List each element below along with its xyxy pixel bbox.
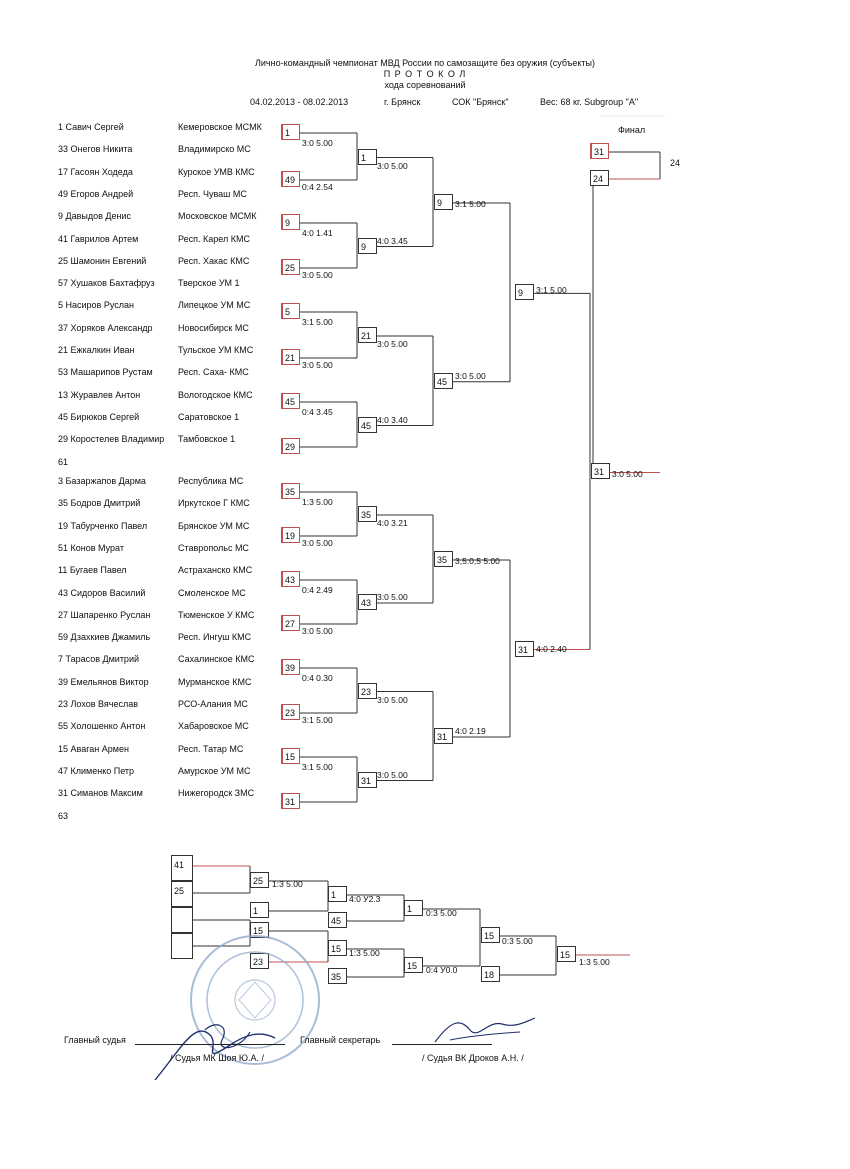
participant-region: Астраханско КМС <box>178 565 253 576</box>
participant-name: 45 Бирюков Сергей <box>58 411 140 422</box>
r3-fighter-box: 45 <box>434 373 453 389</box>
repechage-r3-box: 1 <box>404 900 423 916</box>
participant-name: 61 <box>58 456 69 467</box>
participant-region: Нижегородск ЗМС <box>178 788 255 799</box>
participant-region: Кемеровское МСМК <box>178 122 262 132</box>
participant-name: 59 Дзахкиев Джамиль <box>58 632 151 643</box>
participant-region: Вологодское КМС <box>178 389 253 400</box>
r1-fighter-box: 45 <box>281 393 300 409</box>
r4-result: 4:0 2.40 <box>536 643 567 654</box>
r2-result: 3:0 5.00 <box>377 694 408 705</box>
participant-name: 37 Хоряков Александр <box>58 322 153 333</box>
chief-secretary-label: Главный секретарь <box>300 1035 381 1045</box>
participant-name: 43 Сидоров Василий <box>58 587 146 598</box>
repechage-r1-box: 23 <box>250 953 269 969</box>
repechage-r3-box: 15 <box>404 957 423 973</box>
r1-fighter-box: 49 <box>281 171 300 187</box>
participant-name: 53 Машарипов Рустам <box>58 367 153 378</box>
r2-result: 3:0 5.00 <box>377 769 408 780</box>
r1-fighter-box: 21 <box>281 349 300 365</box>
participant-region: РСО-Алания МС <box>178 699 248 709</box>
participant-name: 41 Гаврилов Артем <box>58 233 139 244</box>
participant-name: 39 Емельянов Виктор <box>58 676 149 687</box>
r3-fighter-box: 31 <box>434 728 453 744</box>
repechage-seed-cell: 25 <box>171 881 193 907</box>
participant-region: Респ. Татар МС <box>178 743 244 754</box>
participant-name: 9 Давыдов Денис <box>58 211 131 222</box>
r2-fighter-box: 35 <box>358 506 377 522</box>
final-fighter-box: 24 <box>590 170 609 186</box>
r3-result: 4:0 2.19 <box>455 726 486 736</box>
final-fighter-box: 31 <box>590 143 609 159</box>
r3-result: 3:1 5.00 <box>455 199 486 209</box>
r1-fighter-box: 35 <box>281 483 300 499</box>
participant-region: Респ. Хакас КМС <box>178 255 250 266</box>
participant-name: 35 Бодров Дмитрий <box>58 498 141 509</box>
r1-fighter-box: 5 <box>281 303 300 319</box>
r1-fighter-box: 15 <box>281 748 300 764</box>
show-through-text: ~~~~~~~~~~~~~~ <box>600 112 666 121</box>
participant-name: 17 Гасоян Ходеда <box>58 166 133 177</box>
r2-result: 4:0 3.40 <box>377 414 408 425</box>
participant-name: 7 Тарасов Дмитрий <box>58 654 139 665</box>
participant-name: 31 Симанов Максим <box>58 788 143 799</box>
chief-judge-name: / Судья МК Шоя Ю.А. / <box>170 1053 264 1063</box>
protocol-heading: П Р О Т О К О Л <box>383 69 467 79</box>
r1-fighter-box: 27 <box>281 615 300 631</box>
participant-region: Республика МС <box>178 476 244 486</box>
repechage-r2-box: 45 <box>328 912 347 928</box>
r2-fighter-box: 9 <box>358 238 377 254</box>
r3-fighter-box: 35 <box>434 551 453 567</box>
weight-category: Вес: 68 кг. Subgroup "A" <box>540 97 639 107</box>
participant-name: 47 Клименко Петр <box>58 765 135 776</box>
participant-region: Саратовское 1 <box>178 411 240 422</box>
participant-region: Мурманское КМС <box>178 676 252 687</box>
r1-result: 3:1 5.00 <box>302 317 333 327</box>
r1-fighter-box: 43 <box>281 571 300 587</box>
participant-region: Тульское УМ КМС <box>178 345 254 355</box>
r1-fighter-box: 9 <box>281 214 300 230</box>
repechage-seed-cell: 41 <box>171 855 193 881</box>
r1-result: 3:1 5.00 <box>302 715 333 725</box>
r1-fighter-box: 39 <box>281 659 300 675</box>
repechage-r1-box: 15 <box>250 922 269 938</box>
r1-fighter-box: 1 <box>281 124 300 140</box>
participant-name: 49 Егоров Андрей <box>58 188 134 199</box>
repechage-r1-box: 1 <box>250 902 269 918</box>
r1-result: 3:0 5.00 <box>302 138 333 148</box>
participant-name: 13 Журавлев Антон <box>58 389 141 400</box>
r1-fighter-box: 29 <box>281 438 300 454</box>
participant-region: Смоленское МС <box>178 587 246 598</box>
participant-name: 1 Савич Сергей <box>58 122 124 132</box>
repechage-r2-box: 15 <box>328 940 347 956</box>
r3-result: 3:0 5.00 <box>455 370 486 381</box>
r3-result: 3,5:0,5 5.00 <box>455 556 500 566</box>
chief-secretary-line <box>392 1034 492 1045</box>
participant-name: 63 <box>58 810 69 821</box>
participant-region: Сахалинское КМС <box>178 654 255 665</box>
r1-result: 0:4 2.54 <box>302 182 333 192</box>
participant-name: 19 Табурченко Павел <box>58 520 148 531</box>
participant-region: Владимирско МС <box>178 144 251 155</box>
repechage-r4-box: 15 <box>481 927 500 943</box>
participant-name: 11 Бугаев Павел <box>58 565 127 576</box>
chief-judge-line <box>135 1034 285 1045</box>
r2-fighter-box: 1 <box>358 149 377 165</box>
r2-result: 3:0 5.00 <box>377 160 408 171</box>
repechage-r5-box: 15 <box>557 946 576 962</box>
participant-name: 23 Лохов Вячеслав <box>58 699 139 709</box>
repechage-r4-result: 0:3 5.00 <box>502 936 533 946</box>
r2-fighter-box: 45 <box>358 417 377 433</box>
r1-fighter-box: 31 <box>281 793 300 809</box>
r1-result: 3:0 5.00 <box>302 270 333 280</box>
participant-name: 27 Шапаренко Руслан <box>58 609 151 620</box>
participant-region: Респ. Ингуш КМС <box>178 632 252 643</box>
r2-result: 3:0 5.00 <box>377 592 408 602</box>
participant-region: Московское МСМК <box>178 211 257 222</box>
event-city: г. Брянск <box>384 97 421 107</box>
participant-region: Тюменское У КМС <box>178 609 255 620</box>
protocol-subtitle: хода соревнований <box>384 80 466 90</box>
r3-fighter-box: 9 <box>434 194 453 210</box>
r1-result: 3:1 5.00 <box>302 762 333 772</box>
event-venue: СОК "Брянск" <box>452 97 509 107</box>
r1-result: 0:4 2.49 <box>302 585 333 595</box>
r2-result: 4:0 3.45 <box>377 235 408 246</box>
repechage-r2-box: 1 <box>328 886 347 902</box>
participant-name: 25 Шамонин Евгений <box>58 255 147 266</box>
r1-result: 4:0 1.41 <box>302 228 333 238</box>
final-winner: 24 <box>670 158 681 168</box>
participant-region: Хабаровское МС <box>178 721 249 732</box>
event-dates: 04.02.2013 - 08.02.2013 <box>250 97 349 107</box>
r4-result: 3:1 5.00 <box>536 285 567 296</box>
chief-judge-label: Главный судья <box>64 1035 126 1045</box>
r1-result: 3:0 5.00 <box>302 360 333 370</box>
r1-result: 3:0 5.00 <box>302 626 333 636</box>
r1-result: 0:4 3.45 <box>302 407 333 417</box>
participant-region: Амурское УМ МС <box>178 765 251 776</box>
r1-fighter-box: 19 <box>281 527 300 543</box>
repechage-r5-result: 1:3 5.00 <box>579 957 610 967</box>
participant-name: 29 Коростелев Владимир <box>58 434 165 445</box>
repechage-r1-result: 1:3 5.00 <box>272 879 303 889</box>
participant-name: 57 Хушаков Бахтафруз <box>58 278 155 289</box>
participant-name: 5 Насиров Руслан <box>58 300 134 311</box>
repechage-r2-box: 35 <box>328 968 347 984</box>
r1-result: 1:3 5.00 <box>302 497 333 507</box>
participant-region: Брянское УМ МС <box>178 520 250 531</box>
r2-result: 3:0 5.00 <box>377 339 408 349</box>
participant-region: Курское УМВ КМС <box>178 166 255 177</box>
participant-region: Респ. Карел КМС <box>178 233 250 244</box>
chief-secretary-name: / Судья ВК Дроков А.Н. / <box>422 1053 524 1063</box>
r1-fighter-box: 23 <box>281 704 300 720</box>
r1-fighter-box: 25 <box>281 259 300 275</box>
participant-region: Ставропольс МС <box>178 542 249 553</box>
repechage-r2-result: 1:3 5.00 <box>349 948 380 958</box>
chief-judge-signature <box>150 1010 280 1080</box>
r4-fighter-box: 31 <box>515 641 534 657</box>
r1-result: 3:0 5.00 <box>302 538 333 548</box>
participant-region: Новосибирск МС <box>178 322 249 333</box>
participant-name: 55 Холошенко Антон <box>58 721 146 732</box>
participant-name: 15 Аваган Армен <box>58 743 129 754</box>
r2-fighter-box: 21 <box>358 327 377 343</box>
r2-fighter-box: 43 <box>358 594 377 610</box>
repechage-r2-result: 4:0 У2.3 <box>349 894 381 904</box>
repechage-r4-box: 18 <box>481 966 500 982</box>
repechage-r3-result: 0:4 У0.0 <box>426 965 458 975</box>
r5-fighter-box: 31 <box>591 463 610 479</box>
participant-name: 51 Конов Мурат <box>58 542 124 553</box>
r2-fighter-box: 23 <box>358 683 377 699</box>
r4-fighter-box: 9 <box>515 284 534 300</box>
participant-region: Иркутское Г КМС <box>178 498 250 509</box>
r2-fighter-box: 31 <box>358 772 377 788</box>
r1-result: 0:4 0.30 <box>302 673 333 683</box>
chief-secretary-signature <box>430 1012 540 1052</box>
r5-result: 3:0 5.00 <box>612 469 643 480</box>
participant-name: 3 Базаржапов Дарма <box>58 476 146 486</box>
participant-name: 21 Ежкалкин Иван <box>58 345 135 355</box>
final-label: Финал <box>618 125 646 135</box>
document-title: Лично-командный чемпионат МВД России по самозащите без оружия (субъекты) <box>255 58 595 68</box>
participant-region: Респ. Чуваш МС <box>178 188 247 199</box>
r2-result: 4:0 3.21 <box>377 518 408 528</box>
participant-name: 33 Онегов Никита <box>58 144 133 155</box>
participant-region: Тверское УМ 1 <box>178 278 240 289</box>
participant-region: Респ. Саха- КМС <box>178 367 249 378</box>
repechage-r1-box: 25 <box>250 872 269 888</box>
participant-region: Липецкое УМ МС <box>178 300 251 311</box>
participant-region: Тамбовское 1 <box>178 434 236 445</box>
repechage-r3-result: 0:3 5.00 <box>426 908 457 918</box>
